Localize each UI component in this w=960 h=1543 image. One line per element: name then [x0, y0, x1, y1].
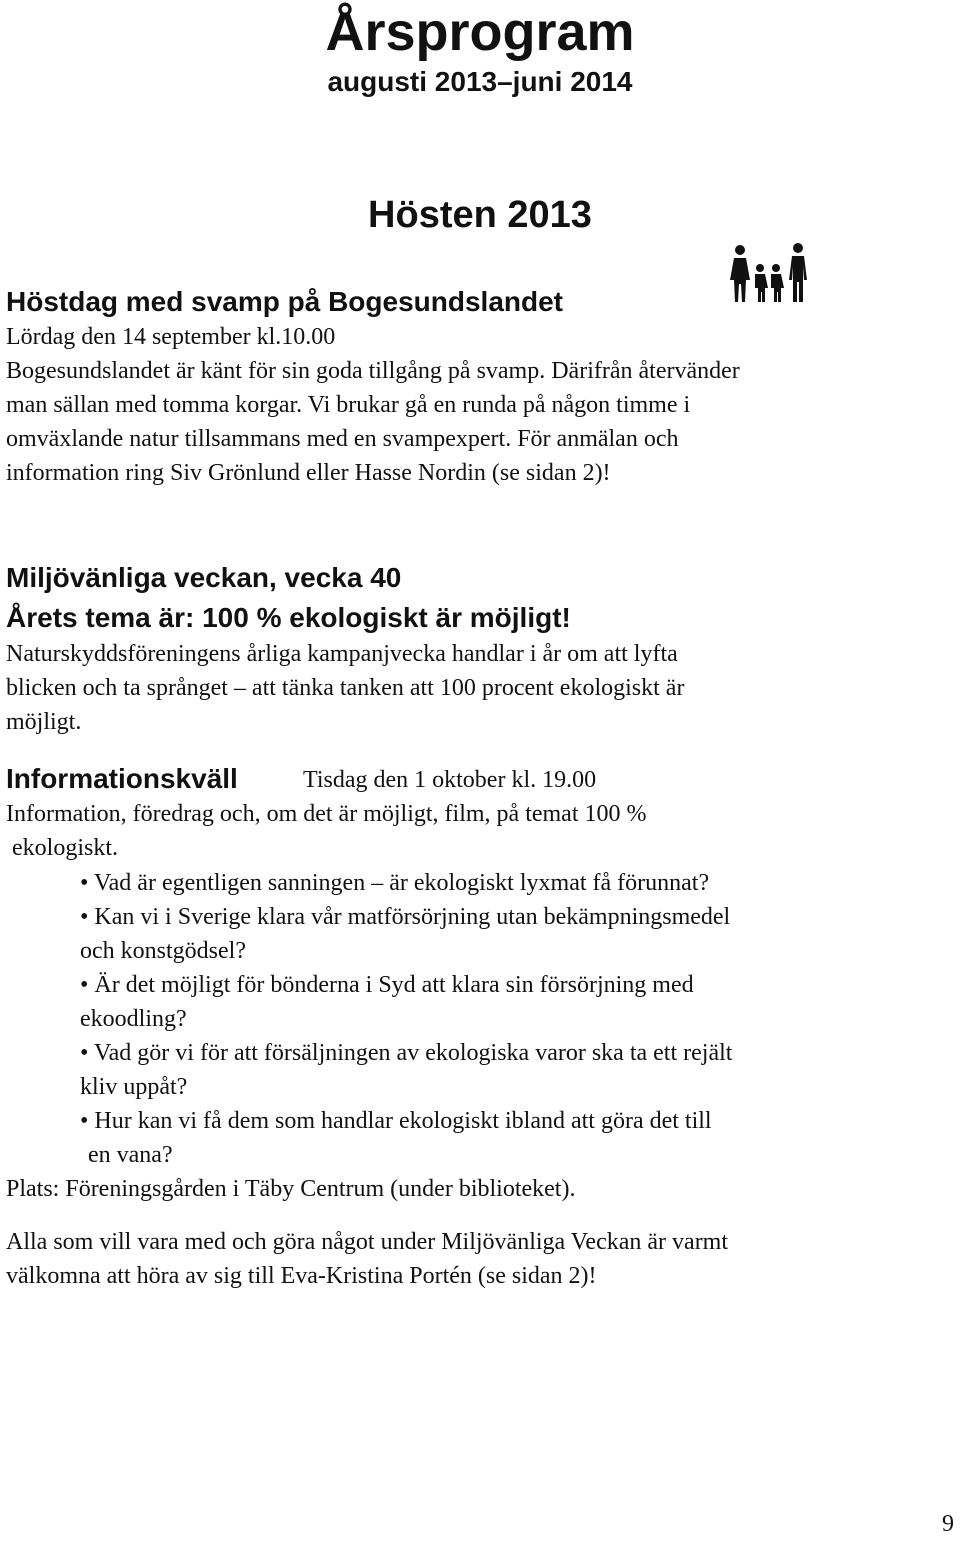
event3-heading: Informationskväll	[6, 763, 238, 794]
event3-date: Tisdag den 1 oktober kl. 19.00	[303, 767, 597, 793]
bullet-2-cont: och konstgödsel?	[80, 938, 246, 964]
page-title: Årsprogram	[325, 2, 635, 62]
bullet-2: • Kan vi i Sverige klara vår matförsörjning utan bekämpningsmedel	[80, 904, 731, 930]
bullet-3: • Är det möjligt för bönderna i Syd att klara sin försörjning med	[80, 972, 694, 998]
bullet-4-cont: kliv uppåt?	[80, 1074, 188, 1100]
event3-place: Plats: Föreningsgården i Täby Centrum (under biblioteket).	[6, 1176, 576, 1202]
event2-line-2: blicken och ta språnget – att tänka tanken att 100 procent ekologiskt är	[6, 675, 685, 701]
event1-date: Lördag den 14 september kl.10.00	[6, 324, 336, 350]
bullet-4: • Vad gör vi för att försäljningen av ekologiska varor ska ta ett rejält	[80, 1040, 733, 1066]
closing-line-2: välkomna att höra av sig till Eva-Kristina Portén (se sidan 2)!	[6, 1263, 597, 1289]
family-icon	[726, 238, 812, 304]
page-number: 9	[942, 1511, 954, 1537]
event1-line-2: man sällan med tomma korgar. Vi brukar gå en runda på någon timme i	[6, 392, 691, 418]
event1-line-3: omväxlande natur tillsammans med en svampexpert. För anmälan och	[6, 426, 679, 452]
bullet-3-cont: ekoodling?	[80, 1006, 187, 1032]
closing-line-1: Alla som vill vara med och göra något under Miljövänliga Veckan är varmt	[6, 1229, 729, 1255]
event1-line-1: Bogesundslandet är känt för sin goda tillgång på svamp. Därifrån återvänder	[6, 358, 740, 384]
event2-heading: Miljövänliga veckan, vecka 40	[6, 562, 402, 593]
bullet-5: • Hur kan vi få dem som handlar ekologiskt ibland att göra det till	[80, 1108, 712, 1134]
event1-heading: Höstdag med svamp på Bogesundslandet	[6, 286, 563, 317]
event2-line-3: möjligt.	[6, 709, 82, 735]
bullet-1: • Vad är egentligen sanningen – är ekologiskt lyxmat få förunnat?	[80, 870, 710, 896]
event1-line-4: information ring Siv Grönlund eller Hasse Nordin (se sidan 2)!	[6, 460, 611, 486]
event3-intro-1: Information, föredrag och, om det är möjligt, film, på temat 100 %	[6, 801, 647, 827]
page-subtitle: augusti 2013–juni 2014	[327, 66, 633, 97]
season-heading: Hösten 2013	[368, 194, 592, 236]
event2-theme: Årets tema är: 100 % ekologiskt är möjligt!	[6, 602, 571, 633]
event3-intro-2: ekologiskt.	[12, 835, 118, 861]
bullet-5-cont: en vana?	[88, 1142, 173, 1168]
event2-line-1: Naturskyddsföreningens årliga kampanjvecka handlar i år om att lyfta	[6, 641, 678, 667]
